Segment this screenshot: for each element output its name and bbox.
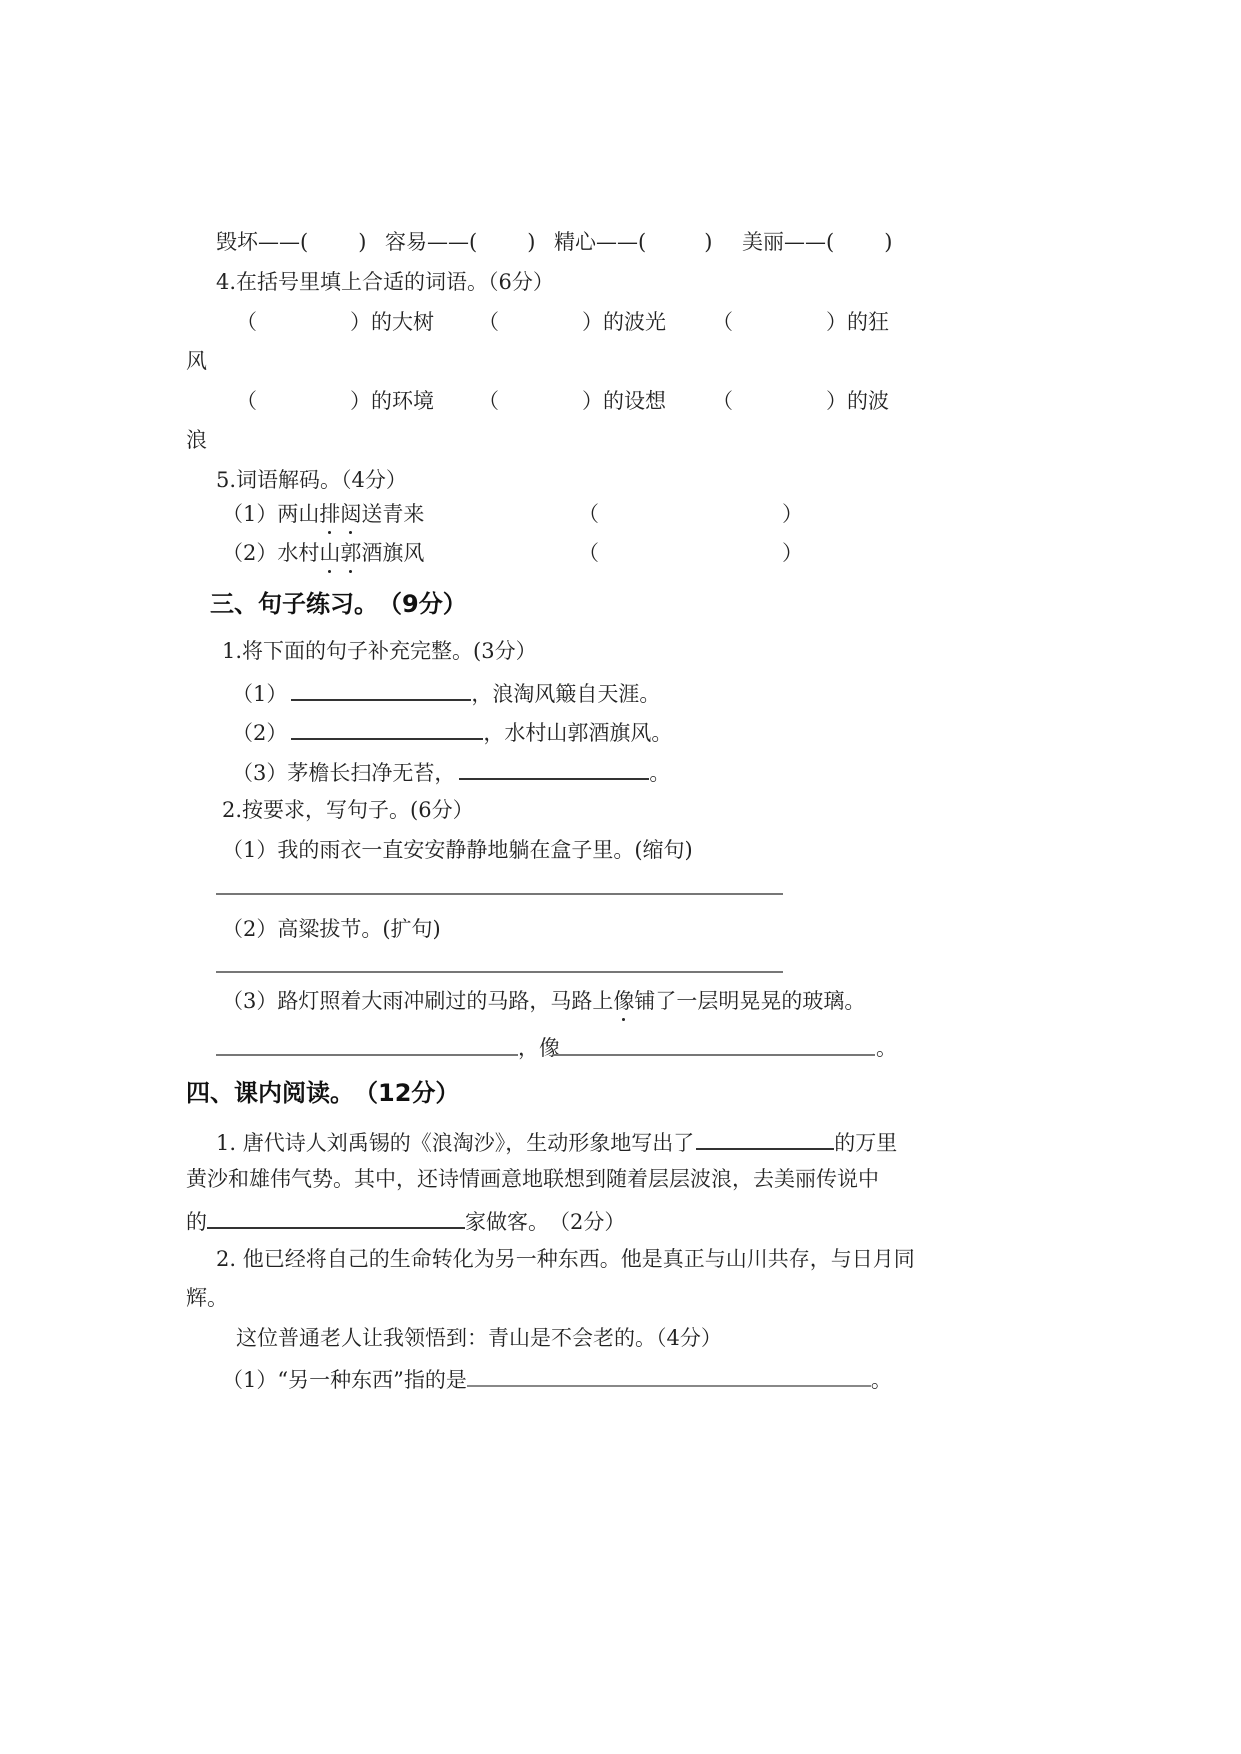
q5-item [222, 539, 424, 567]
q4-row-2-wrap: 浪 [186, 428, 207, 452]
antonym-item [385, 228, 535, 256]
answer-blank[interactable] [600, 500, 780, 528]
s3-q2-item-2: （2）高粱拔节。(扩句) [222, 917, 441, 941]
item-number: （2） [222, 541, 278, 565]
text: 茅檐长扫净无苔， [287, 761, 456, 785]
antonym-word: 容易——( [385, 230, 478, 254]
text: ，浪淘风簸自天涯。 [471, 682, 661, 706]
text: 。 [649, 761, 671, 785]
answer-blank[interactable] [467, 1363, 871, 1387]
paren-open: （ [712, 310, 733, 334]
item-number: （1） [232, 682, 288, 706]
question-4-title: 4.在括号里填上合适的词语。（6分） [216, 270, 554, 294]
emphasis-char: 像 [613, 989, 635, 1013]
text: 。 [870, 1368, 892, 1392]
q4-suffix: ）的设想 [582, 389, 666, 413]
text: 的万里 [834, 1131, 898, 1155]
antonym-word: 精心——( [554, 230, 647, 254]
answer-line[interactable] [553, 1054, 875, 1056]
s4-q1-line-3 [186, 1205, 625, 1236]
antonym-word: 毁坏——( [216, 230, 309, 254]
text: 的 [186, 1210, 207, 1234]
s4-q2-sub-1 [222, 1363, 892, 1394]
emphasis-char: 郭 [340, 541, 362, 565]
item-number: （1） [222, 502, 278, 526]
emphasis-char: 山 [319, 541, 341, 565]
emphasis-char: 闼 [340, 502, 362, 526]
paren-open: （ [712, 389, 733, 413]
antonym-item [554, 228, 712, 256]
answer-blank[interactable] [600, 539, 780, 567]
answer-blank[interactable] [459, 756, 649, 780]
s4-q2-prompt: 这位普通老人让我领悟到：青山是不会老的。（4分） [236, 1326, 722, 1350]
text: ，水村山郭酒旗风。 [483, 721, 673, 745]
paren-open: （ [236, 389, 257, 413]
text: 1. 唐代诗人刘禹锡的《浪淘沙》，生动形象地写出了 [216, 1131, 695, 1155]
answer-blank[interactable] [696, 1126, 834, 1150]
paren-close: ） [782, 502, 803, 526]
item-number: （3） [232, 761, 288, 785]
section-4-heading: 四、课内阅读。 （12分） [186, 1079, 460, 1107]
paren-close: ) [527, 230, 536, 254]
antonym-word: 美丽——( [742, 230, 835, 254]
text: 酒旗风 [361, 541, 425, 565]
section-3-heading: 三、句子练习。 （9分） [210, 590, 467, 618]
paren-close: ) [358, 230, 367, 254]
paren-open: （ [236, 310, 257, 334]
s3-q2-item-3 [222, 987, 865, 1015]
answer-blank[interactable] [291, 677, 471, 701]
s4-q2-line-1: 2. 他已经将自己的生命转化为另一种东西。他是真正与山川共存，与日月同 [216, 1247, 915, 1271]
text: 水村 [277, 541, 320, 565]
s3-q2-item-1: （1）我的雨衣一直安安静静地躺在盒子里。(缩句) [222, 838, 693, 862]
answer-line[interactable] [216, 971, 783, 973]
paren-close: ) [704, 230, 713, 254]
paren-open: （ [578, 541, 599, 565]
answer-line[interactable] [216, 893, 783, 895]
question-5-title: 5.词语解码。（4分） [216, 468, 407, 492]
s4-q1-line-2: 黄沙和雄伟气势。其中，还诗情画意地联想到随着层层波浪，去美丽传说中 [186, 1167, 879, 1191]
item-number: （2） [232, 721, 288, 745]
q5-item [222, 500, 424, 528]
antonym-item [742, 228, 892, 256]
q4-suffix: ）的环境 [350, 389, 434, 413]
answer-line[interactable] [216, 1054, 518, 1056]
text: 家做客。 （2分） [465, 1210, 626, 1234]
s4-q2-line-2: 辉。 [186, 1286, 228, 1310]
text: 铺了一层明晃晃的玻璃。 [634, 989, 866, 1013]
text: （3）路灯照着大雨冲刷过的马路，马路上 [222, 989, 614, 1013]
text: 送青来 [361, 502, 425, 526]
s3-q1-item [232, 756, 670, 787]
paren-open: （ [478, 310, 499, 334]
s3-q1-item [232, 677, 660, 708]
s3-question-2-title: 2.按要求，写句子。(6分） [222, 798, 474, 822]
s3-question-1-title: 1.将下面的句子补充完整。(3分） [222, 639, 537, 663]
q4-suffix: ）的波光 [582, 310, 666, 334]
answer-blank[interactable] [291, 716, 483, 740]
q4-suffix: ）的狂 [826, 310, 889, 334]
answer-blank[interactable] [207, 1205, 465, 1229]
q4-suffix: ）的波 [826, 389, 889, 413]
answer-end: 。 [876, 1036, 897, 1060]
text: （1）“另一种东西”指的是 [222, 1368, 467, 1392]
text: 两山 [277, 502, 320, 526]
q4-suffix: ）的大树 [350, 310, 434, 334]
antonym-item [216, 228, 366, 256]
emphasis-char: 排 [319, 502, 341, 526]
s4-q1-line-1 [216, 1126, 897, 1157]
paren-open: （ [478, 389, 499, 413]
paren-close: ) [884, 230, 893, 254]
s3-q1-item [232, 716, 672, 747]
paren-open: （ [578, 502, 599, 526]
answer-connector: ，像 [518, 1036, 560, 1060]
paren-close: ） [782, 541, 803, 565]
q4-row-1-wrap: 风 [186, 349, 207, 373]
